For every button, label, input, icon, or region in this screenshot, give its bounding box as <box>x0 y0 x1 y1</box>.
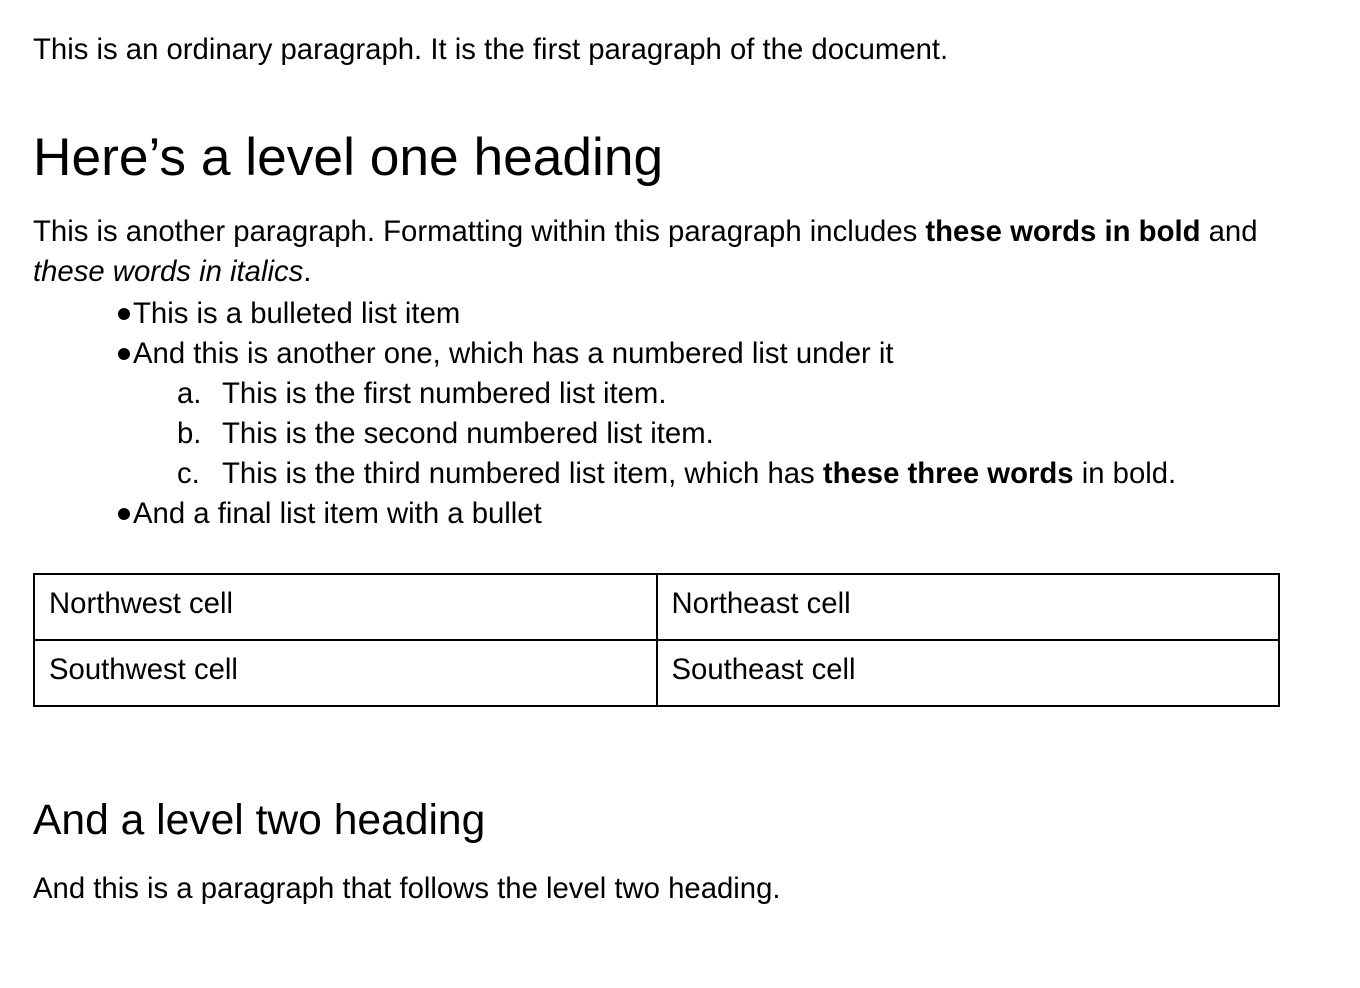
paragraph-first: This is an ordinary paragraph. It is the first paragraph of the document. <box>33 33 949 66</box>
text-segment: in bold. <box>1073 457 1177 490</box>
list-marker: a. <box>177 377 202 410</box>
numbered-list-item <box>33 414 1327 454</box>
bold-text-segment: these words in bold <box>925 215 1201 248</box>
table-row <box>34 574 1279 640</box>
paragraph-second <box>33 212 1327 292</box>
list-marker: c. <box>177 457 200 490</box>
table-cell-northwest: Northwest cell <box>34 574 657 640</box>
heading-level-2: And a level two heading <box>33 796 486 844</box>
bullet-icon <box>118 508 130 520</box>
bulleted-list <box>33 294 1327 534</box>
list-item-text: This is the third numbered list item, which has <box>222 457 823 490</box>
list-item <box>33 334 1327 374</box>
table-cell-southwest: Southwest cell <box>34 640 657 706</box>
list-marker: b. <box>177 417 202 450</box>
paragraph-second-line-1 <box>33 212 1327 252</box>
list-item <box>33 294 1327 334</box>
list-item-text: And a final list item with a bullet <box>133 497 542 530</box>
text-segment: and <box>1200 215 1258 248</box>
italic-text-segment: these words in italics <box>33 255 304 288</box>
document-table <box>33 573 1280 707</box>
table-cell-southeast: Southeast cell <box>657 640 1280 706</box>
text-segment: This is another paragraph. Formatting within this paragraph includes <box>33 215 926 248</box>
table-row <box>34 640 1279 706</box>
list-item-text: And this is another one, which has a numbered list under it <box>133 337 894 370</box>
paragraph-second-line-2 <box>33 252 1327 292</box>
heading-level-1: Here’s a level one heading <box>33 128 664 187</box>
list-item-text: This is a bulleted list item <box>133 297 461 330</box>
numbered-list-item <box>33 374 1327 414</box>
list-item-text: This is the second numbered list item. <box>222 417 714 450</box>
list-item-text: This is the first numbered list item. <box>222 377 667 410</box>
numbered-list-item <box>33 454 1327 494</box>
paragraph-last: And this is a paragraph that follows the level two heading. <box>33 872 781 905</box>
bold-text-segment: these three words <box>822 457 1074 490</box>
text-segment: . <box>303 255 312 288</box>
bullet-icon <box>118 308 130 320</box>
bullet-icon <box>118 348 130 360</box>
list-item <box>33 494 1327 534</box>
table-cell-northeast: Northeast cell <box>657 574 1280 640</box>
